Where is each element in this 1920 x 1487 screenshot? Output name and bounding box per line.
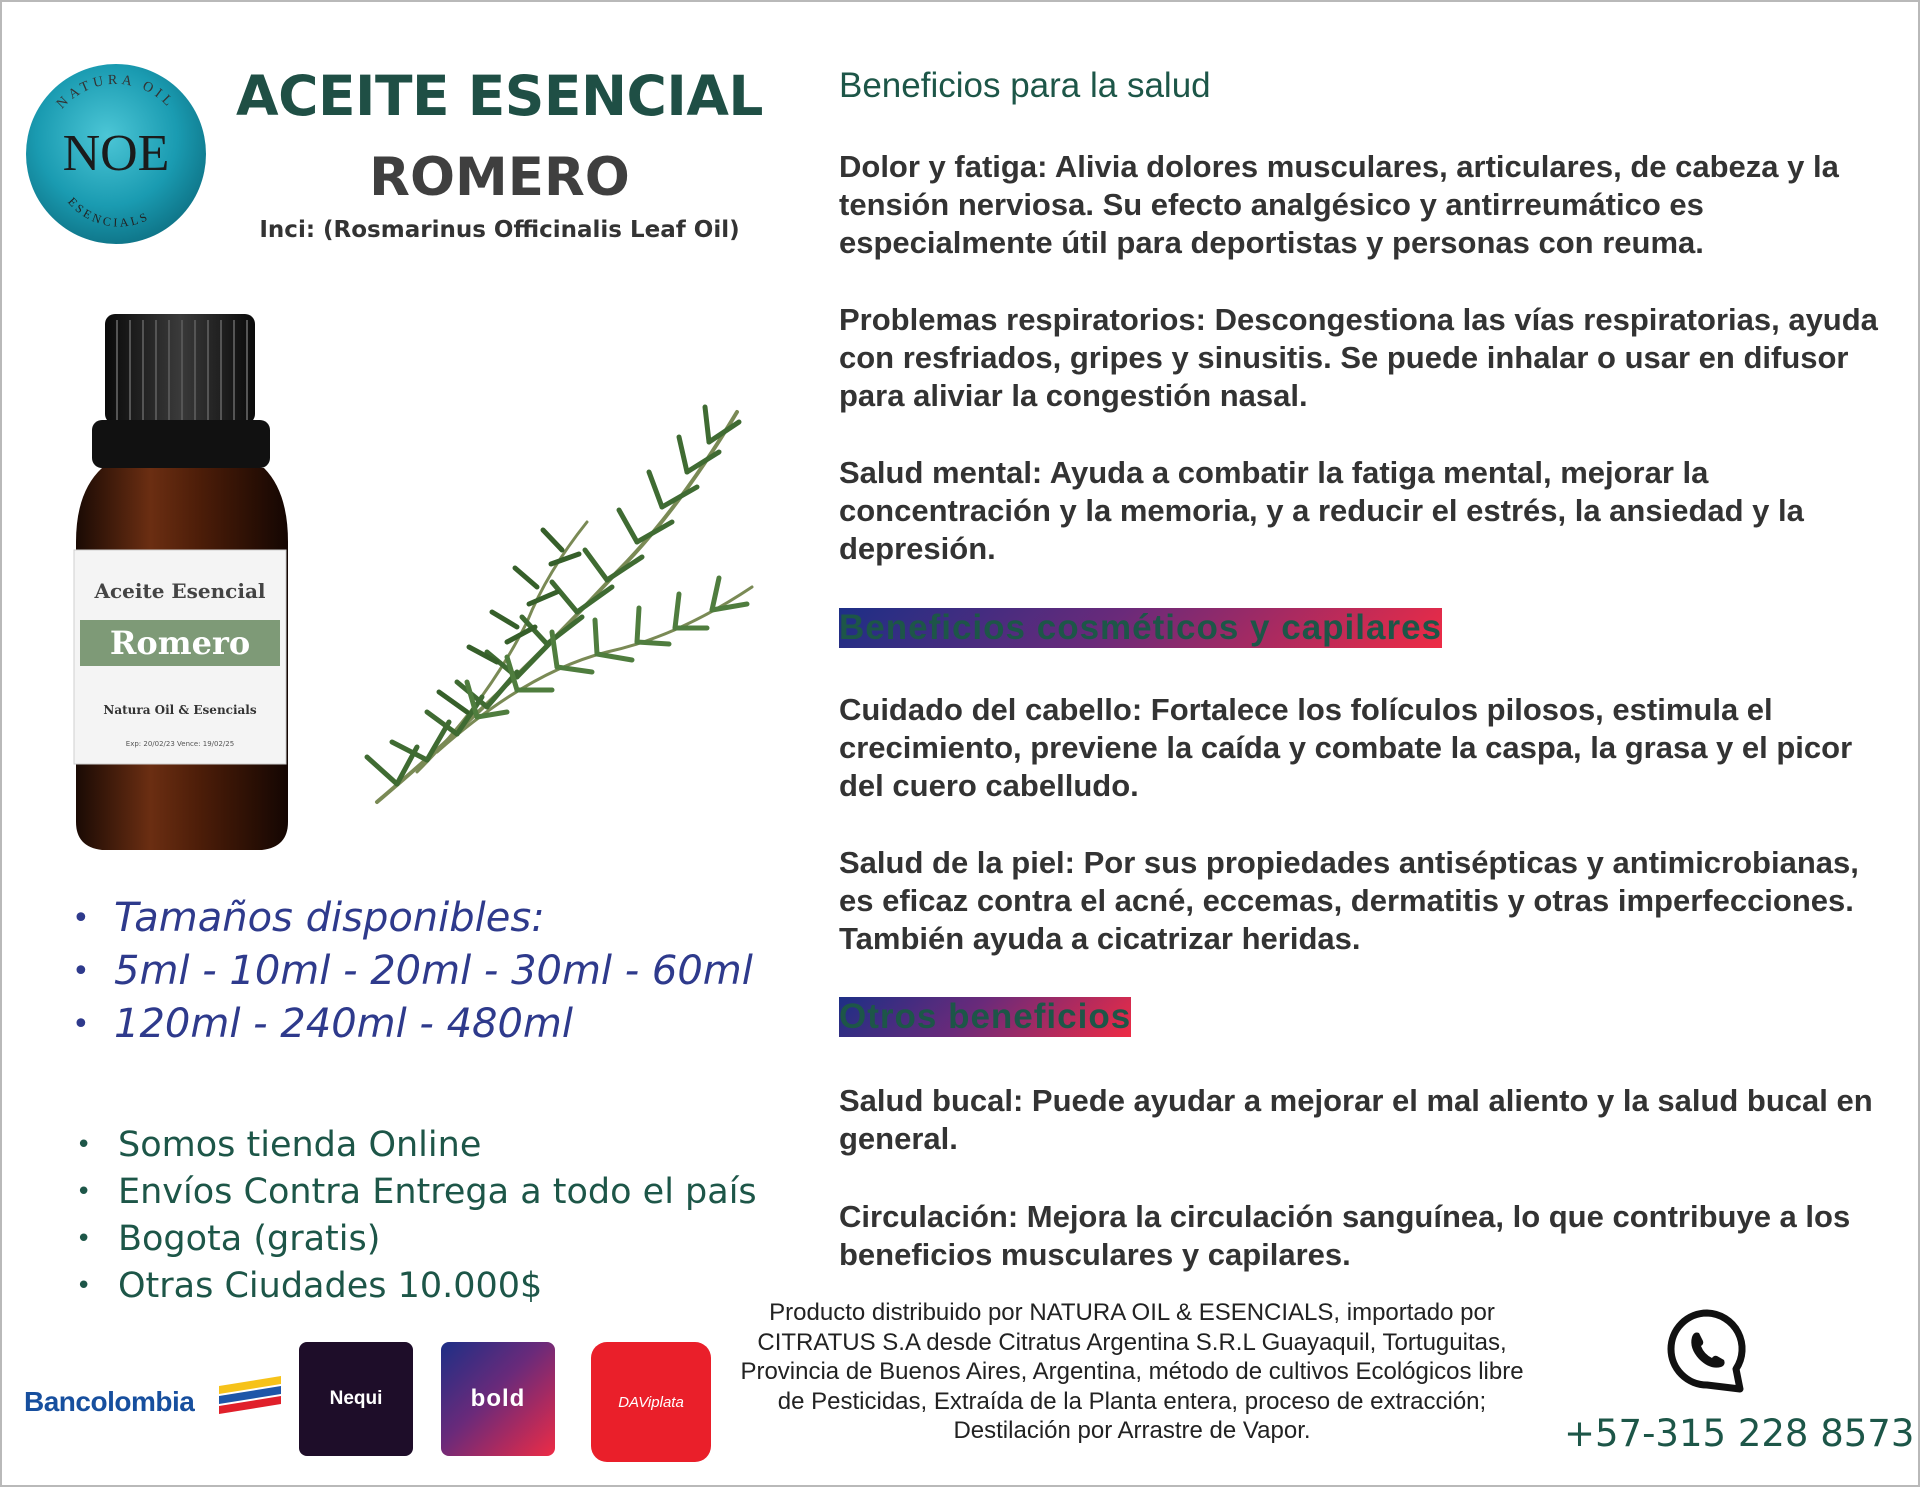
nequi-logo: [299, 1342, 413, 1456]
benefit-skin: Salud de la piel: Por sus propiedades antisépticas y antimicrobianas, es eficaz contra el acné, eccemas, dermatitis y otras imperfecciones. También ayuda a cicatrizar heridas.: [839, 845, 1859, 956]
bottle-label-line1: Aceite Esencial: [94, 579, 266, 603]
logo-arc-top: NATURA OIL: [54, 72, 178, 112]
product-title: ACEITE ESENCIAL: [236, 64, 763, 128]
bancolombia-stripes-icon: [217, 1372, 287, 1416]
bottle-label-line4: Exp: 20/02/23 Vence: 19/02/25: [125, 740, 235, 748]
sizes-item: • 5ml - 10ml - 20ml - 30ml - 60ml: [70, 945, 753, 998]
benefit-circulation: Circulación: Mejora la circulación sanguínea, lo que contribuye a los beneficios musculares y capilares.: [839, 1199, 1851, 1272]
logo-text: NOE: [62, 125, 170, 182]
inci-name: Inci: (Rosmarinus Officinalis Leaf Oil): [259, 217, 740, 243]
product-name: ROMERO: [369, 147, 630, 208]
bold-label: bold: [470, 1385, 526, 1412]
benefit-pain: Dolor y fatiga: Alivia dolores musculares, articulares, de cabeza y la tensión nerviosa. Su efecto analgésico y antirreumático es especialmente útil para deportistas y personas con reuma.: [839, 149, 1839, 260]
sizes-heading: • Tamaños disponibles:: [70, 892, 753, 945]
rosemary-sprig-image: [357, 372, 767, 812]
sizes-item: • 120ml - 240ml - 480ml: [70, 998, 753, 1051]
noe-logo: [24, 62, 208, 246]
daviplata-logo: [591, 1342, 711, 1462]
store-info-item: • Somos tienda Online: [74, 1122, 757, 1169]
bancolombia-label: Bancolombia: [24, 1386, 195, 1417]
store-info-list: [74, 1122, 757, 1310]
whatsapp-icon[interactable]: [1664, 1307, 1750, 1393]
benefit-respiratory: Problemas respiratorios: Descongestiona las vías respiratorias, ayuda con resfriados, gripes y sinusitis. Se puede inhalar o usar en difusor para aliviar la congestión nasal.: [839, 302, 1878, 413]
distributor-note: Producto distribuido por NATURA OIL & ESENCIALS, importado por CITRATUS S.A desde Citratus Argentina S.R.L Guayaquil, Tortuguitas, Provincia de Buenos Aires, Argentina, método de cultivos Ecológicos libre de Pesticidas, Extraída de la Planta entera, proceso de extracción; Destilación por Arrastre de Vapor.: [740, 1299, 1524, 1444]
logo-arc-bottom: ESENCIALS: [65, 194, 152, 230]
nequi-label: Nequi: [329, 1388, 383, 1409]
store-info-item: • Otras Ciudades 10.000$: [74, 1263, 757, 1310]
cosmetic-benefits-title: Beneficios cosméticos y capilares: [839, 608, 1442, 647]
bold-logo: [441, 1342, 555, 1456]
bancolombia-logo: [22, 1372, 272, 1422]
benefit-mental: Salud mental: Ayuda a combatir la fatiga mental, mejorar la concentración y la memoria, y a reducir el estrés, la ansiedad y la depresión.: [839, 455, 1804, 566]
store-info-item: • Bogota (gratis): [74, 1216, 757, 1263]
bottle-label-line3: Natura Oil & Esencials: [103, 703, 257, 717]
bottle-image: [72, 302, 297, 857]
daviplata-label: DAViplata: [618, 1393, 684, 1411]
bottle-label-line2: Romero: [109, 624, 251, 662]
benefit-oral: Salud bucal: Puede ayudar a mejorar el mal aliento y la salud bucal en general.: [839, 1083, 1873, 1156]
benefit-hair: Cuidado del cabello: Fortalece los folículos pilosos, estimula el crecimiento, previene la caída y combate la caspa, la grasa y el picor del cuero cabelludo.: [839, 692, 1853, 803]
sizes-list: [70, 892, 753, 1051]
phone-number[interactable]: +57-315 228 8573: [1564, 1412, 1915, 1455]
health-benefits-title: Beneficios para la salud: [839, 66, 1211, 105]
other-benefits-title: Otros beneficios: [839, 997, 1132, 1036]
store-info-item: • Envíos Contra Entrega a todo el país: [74, 1169, 757, 1216]
